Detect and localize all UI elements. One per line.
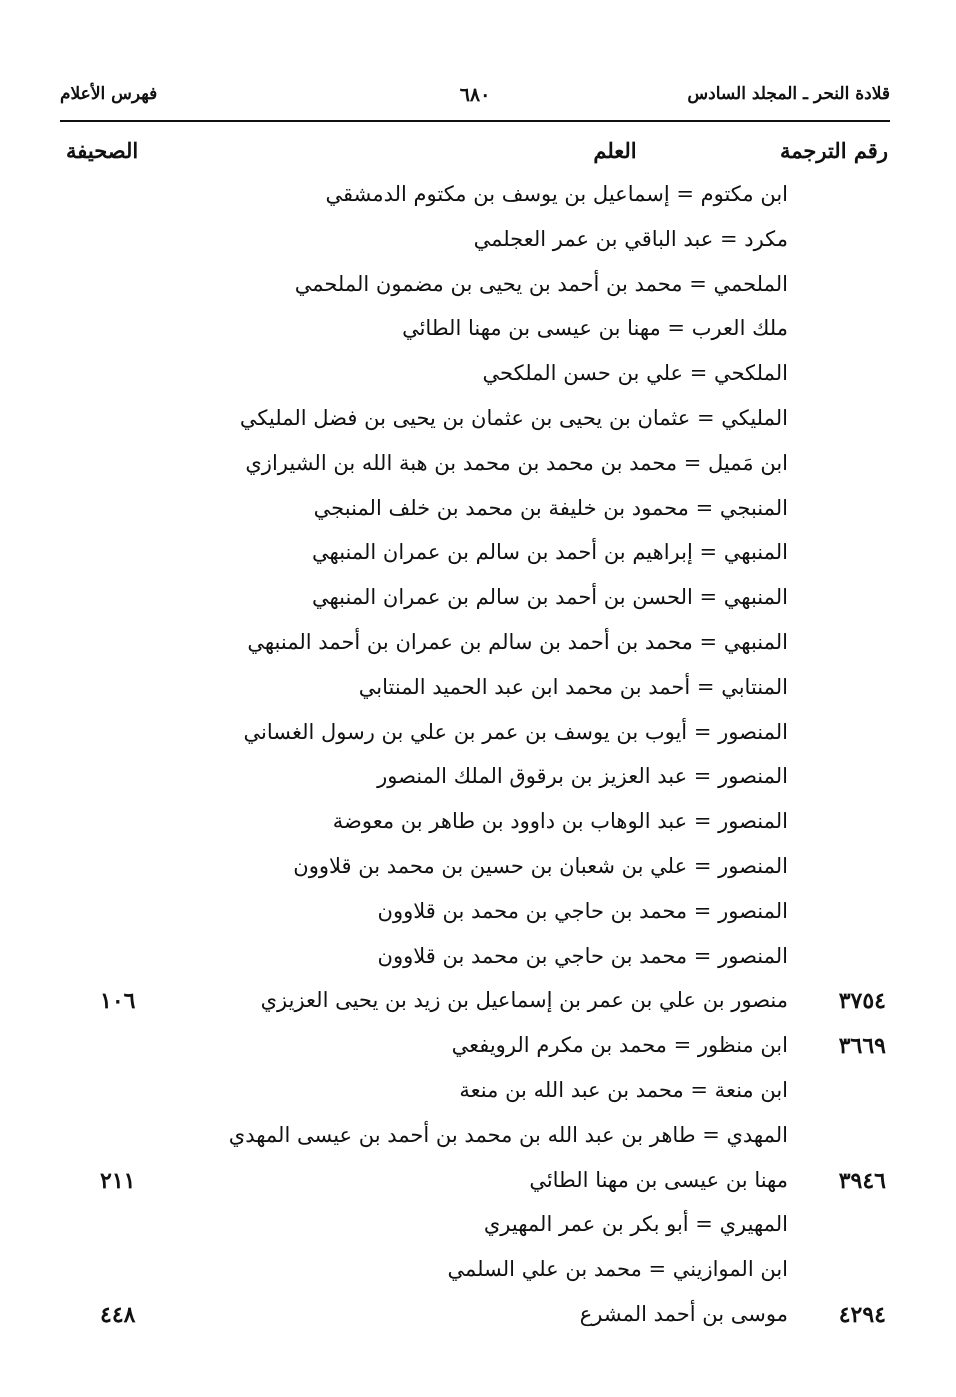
entry-name: ملك العرب = مهنا بن عيسى بن مهنا الطائي: [402, 316, 788, 341]
entry-name: ابن منظور = محمد بن مكرم الرويفعي: [451, 1033, 788, 1058]
index-row: [0, 624, 956, 669]
index-row: [0, 1206, 956, 1251]
section-title: فهرس الأعلام: [60, 84, 158, 104]
index-row: [0, 400, 956, 445]
index-row: [0, 803, 956, 848]
column-header-page: الصحيفة: [66, 138, 139, 163]
entry-name: المنصور = محمد بن حاجي بن محمد بن قلاوون: [377, 898, 788, 923]
index-row: [0, 1072, 956, 1117]
index-row: [0, 445, 956, 490]
index-row: [0, 982, 956, 1027]
index-row: [0, 714, 956, 759]
entry-number: ٣٧٥٤: [838, 988, 886, 1015]
entry-number: ٣٦٦٩: [838, 1033, 886, 1060]
entry-page: ٢١١: [100, 1167, 136, 1194]
index-row: [0, 1251, 956, 1296]
index-row: [0, 1027, 956, 1072]
entry-name: ابن مَميل = محمد بن محمد بن محمد بن هبة الله بن الشيرازي: [245, 450, 788, 475]
entry-number: ٣٩٤٦: [838, 1167, 886, 1194]
column-header-name: العلم: [593, 138, 637, 163]
entry-name: المهدي = طاهر بن عبد الله بن محمد بن أحمد بن عيسى المهدي: [228, 1122, 788, 1147]
index-row: [0, 310, 956, 355]
entry-name: مهنا بن عيسى بن مهنا الطائي: [529, 1167, 788, 1192]
index-row: [0, 938, 956, 983]
entry-name: المنبهي = الحسن بن أحمد بن سالم بن عمران المنبهي: [312, 585, 788, 610]
entry-name: المنبهي = إبراهيم بن أحمد بن سالم بن عمران المنبهي: [312, 540, 788, 565]
entry-name: المنصور = عبد الوهاب بن داوود بن طاهر بن معوضة: [332, 809, 788, 834]
entry-page: ١٠٦: [100, 988, 136, 1015]
running-header: [60, 84, 890, 114]
index-row: [0, 1117, 956, 1162]
entry-name: ابن منعة = محمد بن عبد الله بن منعة: [459, 1077, 788, 1102]
entry-name: المهيري = أبو بكر بن عمر المهيري: [483, 1212, 788, 1237]
index-row: [0, 266, 956, 311]
book-title: قلادة النحر ـ المجلد السادس: [687, 84, 890, 104]
entry-name: الملكحي = علي بن حسن الملكحي: [482, 361, 788, 386]
index-row: [0, 579, 956, 624]
entry-name: موسى بن أحمد المشرع: [579, 1301, 788, 1326]
index-list: [0, 176, 956, 1341]
entry-name: المنبجي = محمود بن خليفة بن محمد بن خلف المنبجي: [313, 495, 788, 520]
index-row: [0, 893, 956, 938]
index-row: [0, 1296, 956, 1341]
entry-name: منصور بن علي بن عمر بن إسماعيل بن زيد بن يحيى العزيزي: [260, 988, 788, 1013]
index-row: [0, 534, 956, 579]
entry-name: ابن الموازيني = محمد بن علي السلمي: [447, 1257, 788, 1282]
entry-name: المنصور = عبد العزيز بن برقوق الملك المنصور: [377, 764, 788, 789]
entry-name: المليكي = عثمان بن يحيى بن عثمان بن يحيى بن فضل المليكي: [239, 405, 788, 430]
entry-name: الملحمي = محمد بن أحمد بن يحيى بن مضمون الملحمي: [294, 271, 788, 296]
index-row: [0, 1162, 956, 1207]
entry-name: مكرد = عبد الباقي بن عمر العجلمي: [473, 226, 788, 251]
entry-name: المنصور = أيوب بن يوسف بن عمر بن علي بن رسول الغساني: [243, 719, 788, 744]
entry-name: المنبهي = محمد بن أحمد بن سالم بن عمران بن أحمد المنبهي: [247, 629, 788, 654]
entry-name: المنصور = محمد بن حاجي بن محمد بن قلاوون: [377, 943, 788, 968]
entry-name: المنتابي = أحمد بن محمد ابن عبد الحميد المنتابي: [358, 674, 788, 699]
index-row: [0, 490, 956, 535]
index-row: [0, 221, 956, 266]
index-row: [0, 176, 956, 221]
page-number: ٦٨٠: [459, 84, 491, 106]
index-row: [0, 848, 956, 893]
entry-number: ٤٢٩٤: [838, 1301, 886, 1328]
column-header-number: رقم الترجمة: [779, 138, 888, 163]
index-row: [0, 355, 956, 400]
index-row: [0, 758, 956, 803]
index-row: [0, 669, 956, 714]
entry-name: المنصور = علي بن شعبان بن حسين بن محمد بن قلاوون: [293, 853, 788, 878]
entry-page: ٤٤٨: [100, 1301, 136, 1328]
header-rule: [60, 120, 890, 122]
entry-name: ابن مكتوم = إسماعيل بن يوسف بن مكتوم الدمشقي: [325, 182, 788, 206]
